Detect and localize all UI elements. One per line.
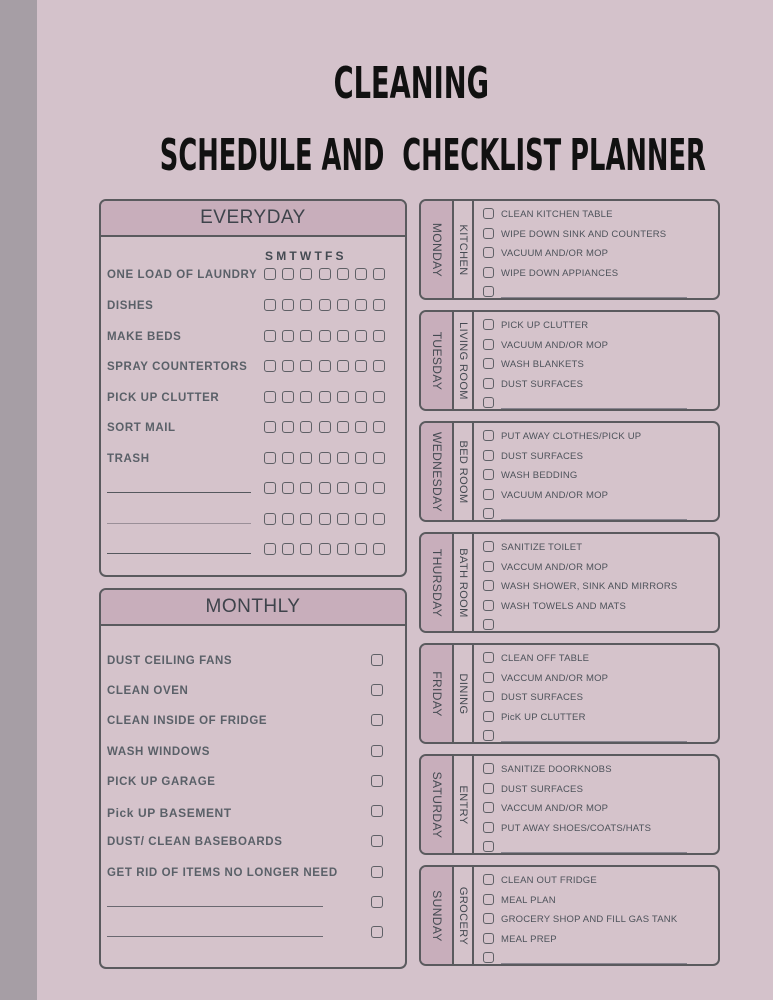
checkbox[interactable] (319, 513, 331, 525)
day-letters: SMTWTFS (265, 249, 347, 263)
task-blank-line[interactable] (501, 741, 687, 742)
everyday-row (107, 450, 397, 470)
task-list (481, 207, 712, 300)
task-list (481, 318, 712, 411)
task-row (481, 840, 712, 855)
checkbox[interactable] (355, 543, 367, 555)
day-label-column (421, 867, 454, 964)
checkbox[interactable] (300, 482, 312, 494)
task-label: MEAL PLAN (501, 894, 556, 906)
checkbox[interactable] (264, 330, 276, 342)
everyday-task-label: SORT MAIL (107, 422, 176, 434)
monthly-task-label: Pick UP BASEMENT (107, 806, 232, 820)
checkbox[interactable] (337, 268, 349, 280)
checkbox[interactable] (355, 268, 367, 280)
checkbox[interactable] (319, 360, 331, 372)
checkbox[interactable] (373, 513, 385, 525)
task-row (481, 396, 712, 411)
task-label: VACCUM AND/OR MOP (501, 803, 609, 814)
checkbox[interactable] (282, 452, 294, 464)
weekday-checkboxes (264, 360, 385, 372)
checkbox[interactable] (337, 391, 349, 403)
task-blank-line[interactable] (501, 963, 687, 964)
monthly-row (107, 743, 397, 763)
room-name: BATH ROOM (457, 547, 469, 618)
checkbox[interactable] (264, 452, 276, 464)
task-label: GROCERY SHOP AND FILL GAS TANK (501, 914, 678, 925)
checkbox[interactable] (483, 841, 494, 852)
checkbox[interactable] (483, 580, 494, 591)
checkbox[interactable] (319, 299, 331, 311)
day-block-tuesday (419, 310, 720, 411)
everyday-task-label: DISHES (107, 300, 154, 312)
task-row (481, 801, 712, 821)
task-row (481, 782, 712, 802)
checkbox[interactable] (483, 228, 494, 239)
checkbox[interactable] (264, 421, 276, 433)
room-label-column (454, 645, 474, 742)
checkbox[interactable] (373, 391, 385, 403)
checkbox[interactable] (483, 430, 494, 441)
checkbox[interactable] (319, 268, 331, 280)
checkbox[interactable] (337, 299, 349, 311)
monthly-heading: MONTHLY (101, 590, 405, 626)
day-block-thursday (419, 532, 720, 633)
task-label: VACCUM AND/OR MOP (501, 672, 609, 684)
task-label: SANITIZE TOILET (501, 542, 583, 553)
checkbox[interactable] (483, 672, 494, 683)
checkbox[interactable] (300, 513, 312, 525)
room-name: ENTRY (457, 784, 469, 825)
task-row (481, 762, 712, 782)
checkbox[interactable] (282, 482, 294, 494)
task-row (481, 618, 712, 633)
day-label-column (421, 645, 454, 742)
monthly-row (107, 803, 397, 823)
weekday-checkboxes (264, 391, 385, 403)
checkbox[interactable] (373, 268, 385, 280)
task-label: DUST SURFACES (501, 378, 584, 390)
task-blank-line[interactable] (501, 297, 687, 298)
checkbox[interactable] (319, 482, 331, 494)
checkbox[interactable] (483, 378, 494, 389)
task-row (481, 266, 712, 286)
task-row (481, 540, 712, 560)
checkbox[interactable] (371, 896, 383, 908)
checkbox[interactable] (373, 299, 385, 311)
checkbox[interactable] (483, 339, 494, 350)
checkbox[interactable] (483, 802, 494, 813)
task-label: PICK UP CLUTTER (501, 320, 589, 331)
checkbox[interactable] (300, 330, 312, 342)
task-row (481, 873, 712, 893)
checkbox[interactable] (319, 543, 331, 555)
monthly-task-label: DUST CEILING FANS (107, 655, 233, 667)
everyday-task-label: PICK UP CLUTTER (107, 392, 220, 404)
room-label-column (454, 312, 474, 409)
monthly-row (107, 924, 397, 944)
checkbox[interactable] (483, 469, 494, 480)
monthly-row (107, 682, 397, 702)
checkbox[interactable] (337, 330, 349, 342)
checkbox[interactable] (264, 391, 276, 403)
task-label: CLEAN KITCHEN TABLE (501, 209, 613, 220)
monthly-blank-line[interactable] (107, 906, 323, 907)
checkbox[interactable] (373, 482, 385, 494)
monthly-row (107, 652, 397, 672)
checkbox[interactable] (373, 421, 385, 433)
day-label-column (421, 756, 454, 853)
room-name: KITCHEN (457, 223, 469, 276)
checkbox[interactable] (371, 926, 383, 938)
checkbox[interactable] (483, 208, 494, 219)
checkbox[interactable] (483, 450, 494, 461)
checkbox[interactable] (300, 299, 312, 311)
task-blank-line[interactable] (501, 852, 687, 853)
checkbox[interactable] (483, 358, 494, 369)
checkbox[interactable] (337, 482, 349, 494)
everyday-task-label: SPRAY COUNTERTORS (107, 361, 248, 373)
checkbox[interactable] (300, 268, 312, 280)
task-row (481, 227, 712, 247)
task-row (481, 912, 712, 932)
checkbox[interactable] (355, 391, 367, 403)
everyday-row (107, 297, 397, 317)
checkbox[interactable] (282, 299, 294, 311)
room-label-column (454, 756, 474, 853)
task-label: DUST SURFACES (501, 692, 584, 703)
task-list (481, 762, 712, 855)
checkbox[interactable] (355, 299, 367, 311)
title-line-1: CLEANING (333, 58, 489, 109)
task-label: VACUUM AND/OR MOP (501, 489, 609, 501)
checkbox[interactable] (483, 561, 494, 572)
everyday-panel (99, 199, 407, 577)
room-name: DINING (457, 673, 469, 714)
task-label: MEAL PREP (501, 933, 557, 945)
room-label-column (454, 423, 474, 520)
checkbox[interactable] (355, 330, 367, 342)
checkbox[interactable] (371, 866, 383, 878)
checkbox[interactable] (264, 543, 276, 555)
weekday-checkboxes (264, 268, 385, 280)
everyday-row (107, 266, 397, 286)
task-label: PUT AWAY SHOES/COATS/HATS (501, 822, 652, 834)
day-label-column (421, 312, 454, 409)
day-name: WEDNESDAY (429, 431, 444, 512)
task-label: DUST SURFACES (501, 450, 584, 462)
monthly-task-label: GET RID OF ITEMS NO LONGER NEED (107, 867, 338, 879)
checkbox[interactable] (371, 654, 383, 666)
everyday-task-label: ONE LOAD OF LAUNDRY (107, 269, 258, 281)
checkbox[interactable] (282, 421, 294, 433)
checkbox[interactable] (300, 360, 312, 372)
checkbox[interactable] (282, 330, 294, 342)
day-block-monday (419, 199, 720, 300)
monthly-blank-line[interactable] (107, 936, 323, 937)
checkbox[interactable] (337, 543, 349, 555)
weekday-checkboxes (264, 513, 385, 525)
checkbox[interactable] (355, 452, 367, 464)
monthly-task-label: PICK UP GARAGE (107, 776, 216, 788)
everyday-row (107, 419, 397, 439)
checkbox[interactable] (355, 482, 367, 494)
everyday-row (107, 389, 397, 409)
checkbox[interactable] (483, 397, 494, 408)
task-row (481, 599, 712, 619)
task-row (481, 893, 712, 913)
checkbox[interactable] (371, 684, 383, 696)
checkbox[interactable] (300, 452, 312, 464)
everyday-heading: EVERYDAY (101, 201, 405, 237)
task-row (481, 246, 712, 266)
task-label: VACCUM AND/OR MOP (501, 561, 609, 573)
task-blank-line[interactable] (501, 408, 687, 409)
task-label: PUT AWAY CLOTHES/PICK UP (501, 431, 642, 442)
checkbox[interactable] (483, 711, 494, 722)
checkbox[interactable] (483, 541, 494, 552)
checkbox[interactable] (264, 268, 276, 280)
task-label: CLEAN OFF TABLE (501, 653, 590, 664)
everyday-row (107, 480, 397, 500)
task-list (481, 540, 712, 633)
task-row (481, 207, 712, 227)
everyday-blank-line[interactable] (107, 492, 251, 493)
day-name: SATURDAY (429, 771, 444, 838)
task-label: WIPE DOWN APPIANCES (501, 267, 619, 279)
checkbox[interactable] (373, 330, 385, 342)
room-name: GROCERY (457, 886, 469, 945)
day-name: TUESDAY (429, 331, 444, 390)
monthly-row (107, 773, 397, 793)
task-row (481, 951, 712, 966)
task-row (481, 651, 712, 671)
checkbox[interactable] (319, 421, 331, 433)
monthly-panel (99, 588, 407, 969)
checkbox[interactable] (337, 452, 349, 464)
checkbox[interactable] (300, 543, 312, 555)
weekday-checkboxes (264, 299, 385, 311)
task-row (481, 449, 712, 469)
checkbox[interactable] (483, 489, 494, 500)
monthly-task-label: CLEAN INSIDE OF FRIDGE (107, 715, 268, 727)
everyday-task-label: MAKE BEDS (107, 331, 182, 343)
checkbox[interactable] (483, 933, 494, 944)
everyday-task-label: TRASH (107, 453, 150, 465)
checkbox[interactable] (319, 330, 331, 342)
task-list (481, 429, 712, 522)
monthly-task-label: WASH WINDOWS (107, 746, 211, 758)
everyday-row (107, 541, 397, 561)
task-row (481, 560, 712, 580)
checkbox[interactable] (282, 360, 294, 372)
weekday-checkboxes (264, 543, 385, 555)
task-row (481, 579, 712, 599)
checkbox[interactable] (355, 360, 367, 372)
checkbox[interactable] (483, 783, 494, 794)
task-row (481, 488, 712, 508)
checkbox[interactable] (483, 913, 494, 924)
checkbox[interactable] (483, 730, 494, 741)
checkbox[interactable] (373, 543, 385, 555)
checkbox[interactable] (483, 600, 494, 611)
task-label: WASH TOWELS AND MATS (501, 600, 627, 612)
checkbox[interactable] (373, 452, 385, 464)
monthly-task-label: CLEAN OVEN (107, 685, 189, 697)
task-label: CLEAN OUT FRIDGE (501, 875, 597, 886)
room-label-column (454, 534, 474, 631)
checkbox[interactable] (483, 763, 494, 774)
task-row (481, 429, 712, 449)
task-row (481, 729, 712, 744)
checkbox[interactable] (483, 874, 494, 885)
checkbox[interactable] (483, 267, 494, 278)
everyday-blank-line[interactable] (107, 553, 251, 554)
weekday-checkboxes (264, 421, 385, 433)
day-block-saturday (419, 754, 720, 855)
checkbox[interactable] (483, 319, 494, 330)
monthly-row (107, 712, 397, 732)
everyday-row (107, 328, 397, 348)
checkbox[interactable] (371, 745, 383, 757)
day-name: MONDAY (429, 222, 444, 277)
checkbox[interactable] (337, 513, 349, 525)
task-label: PicK UP CLUTTER (501, 711, 586, 723)
task-row (481, 671, 712, 691)
room-label-column (454, 867, 474, 964)
checkbox[interactable] (483, 691, 494, 702)
task-row (481, 377, 712, 397)
checkbox[interactable] (483, 619, 494, 630)
task-label: WASH BEDDING (501, 470, 578, 481)
left-edge-strip (0, 0, 37, 1000)
everyday-row (107, 511, 397, 531)
weekday-checkboxes (264, 452, 385, 464)
task-row (481, 821, 712, 841)
task-blank-line[interactable] (501, 519, 687, 520)
checkbox[interactable] (483, 652, 494, 663)
checkbox[interactable] (264, 299, 276, 311)
task-row (481, 710, 712, 730)
task-row (481, 285, 712, 300)
checkbox[interactable] (319, 452, 331, 464)
checkbox[interactable] (282, 268, 294, 280)
checkbox[interactable] (483, 822, 494, 833)
task-row (481, 318, 712, 338)
checkbox[interactable] (264, 482, 276, 494)
task-row (481, 468, 712, 488)
day-label-column (421, 423, 454, 520)
checkbox[interactable] (483, 952, 494, 963)
task-label: WIPE DOWN SINK AND COUNTERS (501, 228, 667, 240)
monthly-row (107, 894, 397, 914)
checkbox[interactable] (371, 714, 383, 726)
weekday-checkboxes (264, 330, 385, 342)
task-row (481, 507, 712, 522)
monthly-row (107, 833, 397, 853)
day-name: FRIDAY (429, 670, 444, 717)
task-row (481, 357, 712, 377)
everyday-row (107, 358, 397, 378)
task-label: WASH SHOWER, SINK AND MIRRORS (501, 581, 678, 592)
task-row (481, 932, 712, 952)
task-list (481, 873, 712, 966)
checkbox[interactable] (264, 360, 276, 372)
task-label: VACUUM AND/OR MOP (501, 248, 609, 259)
checkbox[interactable] (319, 391, 331, 403)
task-label: VACUUM AND/OR MOP (501, 339, 609, 351)
monthly-row (107, 864, 397, 884)
checkbox[interactable] (355, 421, 367, 433)
checkbox[interactable] (355, 513, 367, 525)
weekday-checkboxes (264, 482, 385, 494)
room-name: LIVING ROOM (457, 321, 469, 400)
day-block-sunday (419, 865, 720, 966)
day-block-friday (419, 643, 720, 744)
checkbox[interactable] (483, 508, 494, 519)
checkbox[interactable] (483, 894, 494, 905)
task-label: WASH BLANKETS (501, 359, 585, 370)
everyday-blank-line[interactable] (107, 523, 251, 524)
task-row (481, 338, 712, 358)
day-label-column (421, 534, 454, 631)
task-label: DUST SURFACES (501, 783, 584, 795)
checkbox[interactable] (300, 421, 312, 433)
checkbox[interactable] (371, 775, 383, 787)
room-name: BED ROOM (457, 439, 469, 504)
task-list (481, 651, 712, 744)
room-label-column (454, 201, 474, 298)
checkbox[interactable] (282, 391, 294, 403)
checkbox[interactable] (371, 835, 383, 847)
task-row (481, 690, 712, 710)
checkbox[interactable] (337, 360, 349, 372)
day-name: THURSDAY (429, 548, 444, 617)
day-label-column (421, 201, 454, 298)
day-block-wednesday (419, 421, 720, 522)
checkbox[interactable] (300, 391, 312, 403)
checkbox[interactable] (483, 286, 494, 297)
monthly-task-label: DUST/ CLEAN BASEBOARDS (107, 836, 283, 848)
checkbox[interactable] (264, 513, 276, 525)
day-name: SUNDAY (429, 889, 444, 942)
checkbox[interactable] (373, 360, 385, 372)
checkbox[interactable] (337, 421, 349, 433)
checkbox[interactable] (282, 513, 294, 525)
checkbox[interactable] (483, 247, 494, 258)
task-label: SANITIZE DOORKNOBS (501, 764, 612, 775)
title-line-2: SCHEDULE AND CHECKLIST PLANNER (159, 130, 706, 181)
checkbox[interactable] (282, 543, 294, 555)
checkbox[interactable] (371, 805, 383, 817)
